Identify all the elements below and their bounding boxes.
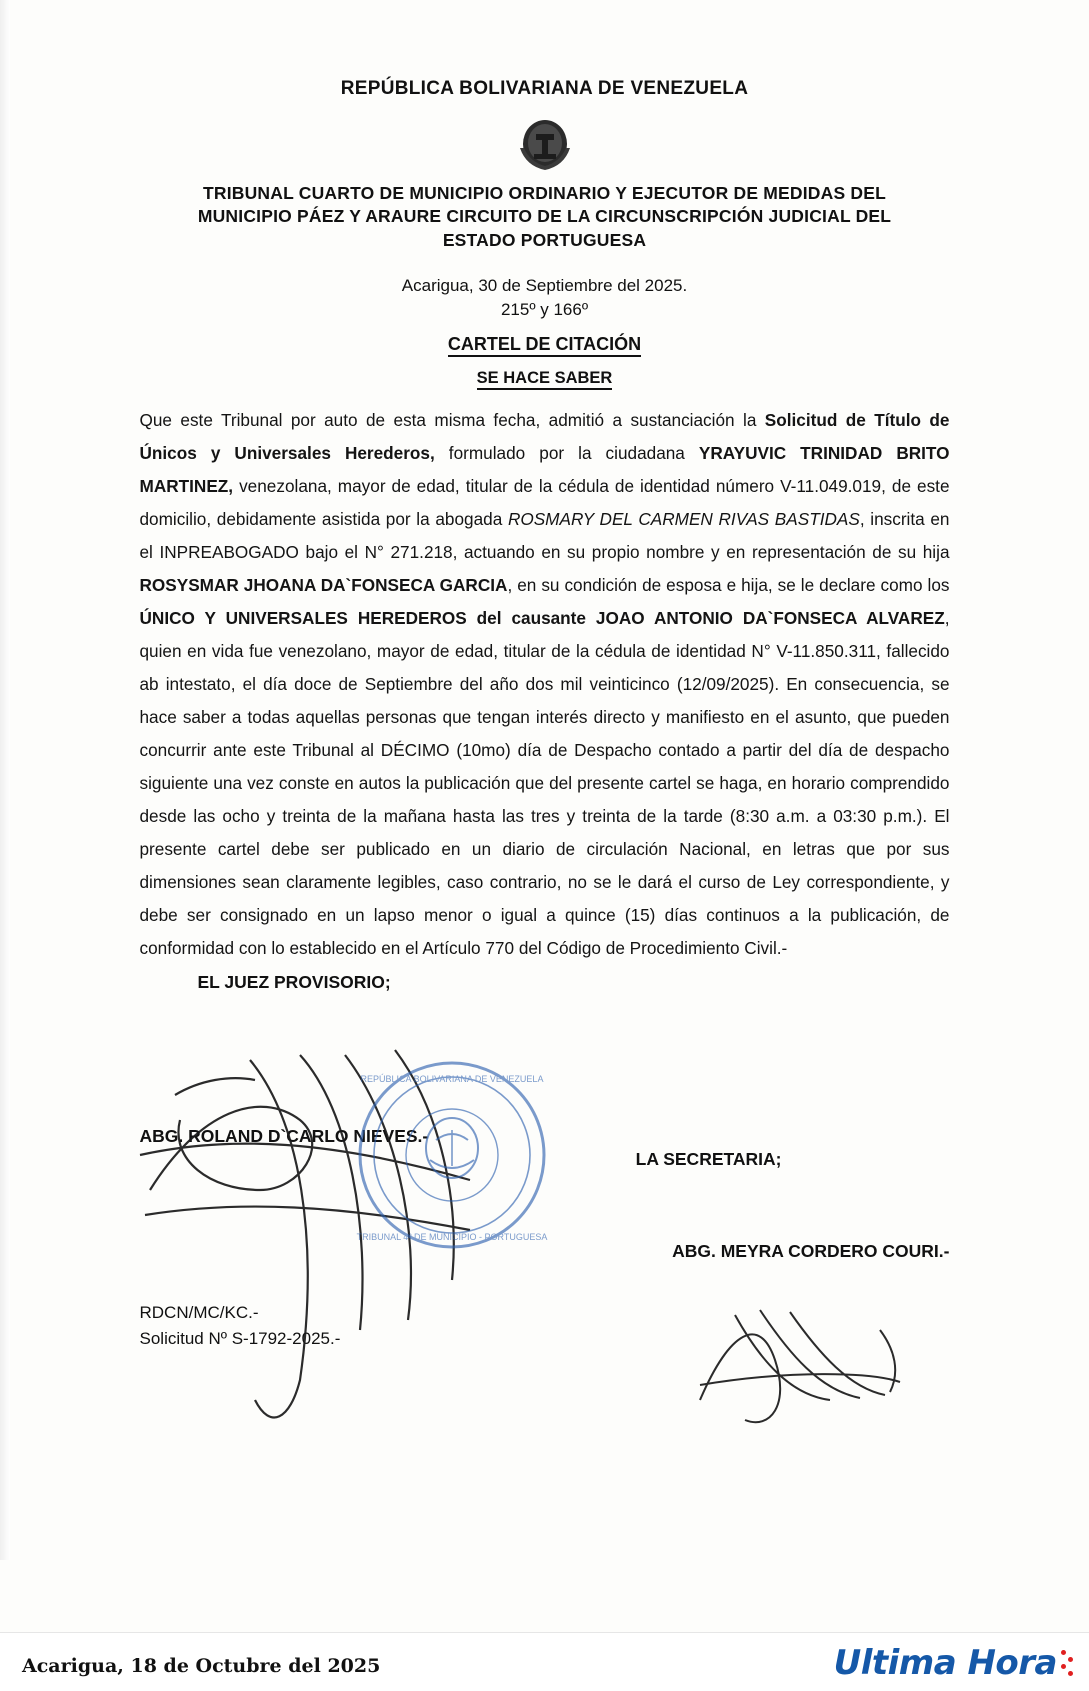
years-line: 215º y 166º bbox=[500, 300, 589, 320]
brand-dots-icon bbox=[1061, 1646, 1075, 1680]
place-date: Acarigua, 30 de Septiembre del 2025. bbox=[401, 275, 688, 295]
request-number: Solicitud Nº S-1792-2025.- bbox=[139, 1328, 341, 1348]
newspaper-logo bbox=[834, 1643, 1075, 1683]
body-bold-solicitud: Solicitud de Título de Únicos y Universales Herederos, bbox=[139, 410, 950, 464]
secretary-name: ABG. MEYRA CORDERO COURI.- bbox=[672, 1240, 950, 1261]
publication-date: Acarigua, 18 de Octubre del 2025 bbox=[22, 1655, 381, 1677]
document-subtitle bbox=[0, 369, 1089, 388]
body-segment-1: Que este Tribunal por auto de esta misma fecha, admitió a sustanciación la bbox=[139, 410, 765, 431]
body-segment-4: , inscrita en el INPREABOGADO bajo el N° 271.218, actuando en su propio nombre y en representación de su hija bbox=[139, 509, 950, 563]
body-bold-causante: ÚNICO Y UNIVERSALES HEREDEROS del causante JOAO ANTONIO DA`FONSECA ALVAREZ bbox=[139, 608, 945, 629]
document-title bbox=[0, 334, 1089, 355]
internal-code: RDCN/MC/KC.- bbox=[139, 1302, 259, 1322]
footer-bar bbox=[0, 1632, 1089, 1691]
signature-block bbox=[140, 966, 950, 1296]
tribunal-header: TRIBUNAL CUARTO DE MUNICIPIO ORDINARIO Y EJECUTOR DE MEDIDAS DEL MUNICIPIO PÁEZ Y ARAURE CIRCUITO DE LA CIRCUNSCRIPCIÓN JUDICIAL DEL ESTADO PORTUGUESA bbox=[197, 183, 892, 250]
brand-name: Ultima Hora bbox=[833, 1643, 1057, 1683]
svg-text:TRIBUNAL 4º DE MUNICIPIO - POR: TRIBUNAL 4º DE MUNICIPIO - PORTUGUESA bbox=[356, 1232, 548, 1242]
document-title-text: CARTEL DE CITACIÓN bbox=[448, 334, 641, 357]
body-bold-hija: ROSYSMAR JHOANA DA`FONSECA GARCIA bbox=[139, 575, 508, 596]
republic-header: REPÚBLICA BOLIVARIANA DE VENEZUELA bbox=[340, 78, 749, 99]
body-bold-solicitante: YRAYUVIC TRINIDAD BRITO MARTINEZ, bbox=[139, 443, 950, 497]
judge-label: EL JUEZ PROVISORIO; bbox=[197, 971, 391, 992]
body-segment-5: , en su condición de esposa e hija, se le declare como los bbox=[507, 575, 950, 596]
body-italic-abogada: ROSMARY DEL CARMEN RIVAS BASTIDAS bbox=[507, 509, 860, 530]
body-segment-6: , quien en vida fue venezolano, mayor de edad, titular de la cédula de identidad N° V-11.850.311, fallecido ab intestato, el día doce de Septiembre del año dos mil veinticinco (12/09/2025). En consecuencia, se hace saber a todas aquellas personas que tengan interés directo y manifiesto en el asunto, que pueden concurrir ante este Tribunal al DÉCIMO (10mo) día de Despacho contado a partir del día de despacho siguiente una vez conste en autos la publicación que del presente cartel se haga, en horario comprendido desde las ocho y treinta de la mañana hasta las tres y treinta de la tarde (8:30 a.m. a 03:30 p.m.). El presente cartel debe ser publicado en un diario de circulación Nacional, en letras que por sus dimensiones sean claramente legibles, caso contrario, no se le dará el curso de Ley correspondiente, y debe ser consignado en un lapso menor o igual a quince (15) días continuos a la publicación, de conformidad con lo establecido en el Artículo 770 del Código de Procedimiento Civil.- bbox=[139, 608, 950, 959]
secretary-label: LA SECRETARIA; bbox=[635, 1148, 782, 1169]
body-segment-3: venezolana, mayor de edad, titular de la cédula de identidad número V-11.049.019, de este domicilio, debidamente asistida por la abogada bbox=[139, 476, 950, 530]
judge-name: ABG. ROLAND D`CARLO NIEVES.- bbox=[139, 1125, 429, 1146]
page-edge-shadow bbox=[0, 0, 10, 1560]
document-subtitle-text: SE HACE SABER bbox=[477, 369, 613, 390]
venezuela-coat-of-arms-icon bbox=[512, 114, 578, 172]
document-body bbox=[140, 404, 950, 965]
reference-codes bbox=[140, 1300, 950, 1353]
svg-text:REPÚBLICA BOLIVARIANA DE VENEZ: REPÚBLICA BOLIVARIANA DE VENEZUELA bbox=[360, 1074, 544, 1084]
body-segment-2: formulado por la ciudadana bbox=[434, 443, 699, 464]
